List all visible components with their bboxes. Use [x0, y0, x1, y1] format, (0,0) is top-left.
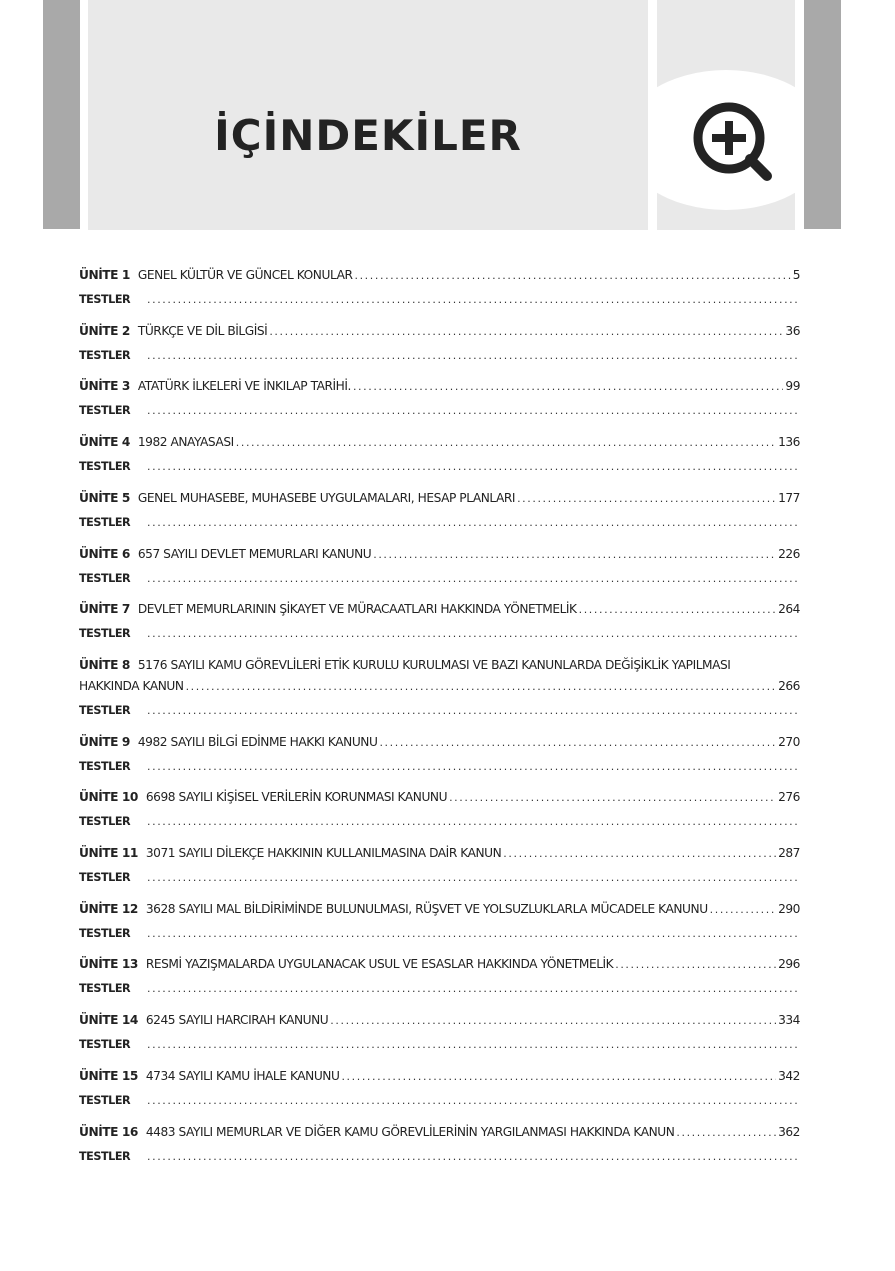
unit-number: ÜNİTE 11 [79, 846, 138, 860]
icon-panel [657, 0, 795, 230]
dot-leader [147, 815, 798, 828]
right-gray-band [804, 0, 841, 229]
page-title: İÇİNDEKİLER [214, 111, 522, 160]
toc-entry[interactable] [79, 735, 800, 755]
dot-leader [186, 680, 777, 693]
unit-number: ÜNİTE 10 [79, 790, 138, 805]
tests-entry[interactable] [79, 572, 800, 592]
page-number: 136 [778, 435, 800, 450]
tests-label: TESTLER [79, 815, 131, 829]
unit-number: ÜNİTE 5 [79, 490, 130, 505]
tests-label: TESTLER [79, 460, 131, 474]
tests-entry[interactable] [79, 927, 800, 947]
dot-leader [147, 1150, 798, 1163]
unit-title: RESMİ YAZIŞMALARDA UYGULANACAK USUL VE ESASLAR HAKKINDA YÖNETMELİK [145, 957, 614, 972]
toc-entry[interactable] [79, 658, 800, 678]
tests-entry[interactable] [79, 704, 800, 724]
unit-title: 4982 SAYILI BİLGİ EDİNME HAKKI KANUNU [137, 734, 378, 749]
tests-entry[interactable] [79, 349, 800, 369]
toc-entry[interactable] [79, 379, 800, 399]
tests-label: TESTLER [79, 404, 131, 418]
unit-title: 6245 SAYILI HARCIRAH KANUNU [145, 1013, 329, 1028]
tests-entry[interactable] [79, 760, 800, 780]
tests-entry[interactable] [79, 1094, 800, 1114]
unit-number: ÜNİTE 14 [79, 1013, 138, 1028]
unit-number: ÜNİTE 7 [79, 602, 130, 617]
dot-leader [354, 269, 790, 282]
unit-number: ÜNİTE 1 [79, 268, 130, 282]
unit-number: ÜNİTE 9 [79, 734, 130, 749]
dot-leader [503, 847, 776, 860]
title-panel [88, 0, 648, 230]
toc-entry[interactable] [79, 268, 800, 288]
tests-label: TESTLER [79, 515, 131, 529]
unit-title-continued: HAKKINDA KANUN [79, 678, 184, 693]
page-number: 287 [778, 846, 800, 860]
toc-entry-continued[interactable] [79, 679, 800, 699]
dot-leader [147, 1038, 798, 1051]
page-number: 276 [778, 790, 800, 805]
toc-entry[interactable] [79, 1069, 800, 1089]
unit-number: ÜNİTE 2 [79, 323, 130, 338]
unit-title: TÜRKÇE VE DİL BİLGİSİ [137, 323, 268, 338]
unit-number: ÜNİTE 6 [79, 546, 130, 561]
dot-leader [353, 380, 783, 393]
unit-title: 3071 SAYILI DİLEKÇE HAKKININ KULLANILMASINA DAİR KANUN [145, 846, 502, 860]
dot-leader [710, 903, 776, 916]
page-number: 296 [778, 957, 800, 972]
toc-entry[interactable] [79, 324, 800, 344]
dot-leader [236, 436, 776, 449]
dot-leader [676, 1126, 776, 1139]
page-number: 266 [778, 678, 800, 693]
unit-title: DEVLET MEMURLARININ ŞİKAYET VE MÜRACAATLARI HAKKINDA YÖNETMELİK [137, 602, 577, 617]
page-number: 5 [792, 268, 800, 282]
unit-title: 3628 SAYILI MAL BİLDİRİMİNDE BULUNULMASI, RÜŞVET VE YOLSUZLUKLARLA MÜCADELE KANUNU [145, 901, 708, 916]
dot-leader [373, 548, 776, 561]
unit-title: 5176 SAYILI KAMU GÖREVLİLERİ ETİK KURULU KURULMASI VE BAZI KANUNLARDA DEĞİŞİKLİK YAPILMASI [137, 657, 731, 672]
left-gray-band [43, 0, 80, 229]
page-number: 99 [785, 379, 800, 394]
toc-entry[interactable] [79, 902, 800, 922]
dot-leader [147, 627, 798, 640]
toc-entry[interactable] [79, 547, 800, 567]
unit-number: ÜNİTE 4 [79, 435, 130, 450]
unit-title: GENEL KÜLTÜR VE GÜNCEL KONULAR [137, 268, 353, 282]
unit-number: ÜNİTE 8 [79, 657, 130, 672]
tests-entry[interactable] [79, 460, 800, 480]
page-number: 177 [778, 490, 800, 505]
unit-title: 1982 ANAYASASI [137, 435, 234, 450]
unit-title: 657 SAYILI DEVLET MEMURLARI KANUNU [137, 546, 372, 561]
unit-title: 4734 SAYILI KAMU İHALE KANUNU [145, 1068, 340, 1083]
dot-leader [517, 492, 776, 505]
tests-entry[interactable] [79, 404, 800, 424]
dot-leader [147, 349, 798, 362]
unit-title: GENEL MUHASEBE, MUHASEBE UYGULAMALARI, HESAP PLANLARI [137, 490, 516, 505]
toc-entry[interactable] [79, 790, 800, 810]
tests-entry[interactable] [79, 627, 800, 647]
dot-leader [147, 1094, 798, 1107]
page-number: 270 [778, 734, 800, 749]
tests-entry[interactable] [79, 293, 800, 313]
dot-leader [615, 958, 776, 971]
tests-label: TESTLER [79, 982, 131, 996]
dot-leader [147, 460, 798, 473]
page-number: 36 [785, 323, 800, 338]
toc-entry[interactable] [79, 435, 800, 455]
tests-entry[interactable] [79, 871, 800, 891]
toc-entry[interactable] [79, 602, 800, 622]
unit-number: ÜNİTE 16 [79, 1124, 138, 1139]
tests-label: TESTLER [79, 926, 131, 940]
tests-entry[interactable] [79, 982, 800, 1002]
unit-title: 6698 SAYILI KİŞİSEL VERİLERİN KORUNMASI KANUNU [145, 790, 448, 805]
unit-number: ÜNİTE 3 [79, 379, 130, 394]
tests-entry[interactable] [79, 815, 800, 835]
unit-title: 4483 SAYILI MEMURLAR VE DİĞER KAMU GÖREVLİLERİNİN YARGILANMASI HAKKINDA KANUN [145, 1124, 675, 1139]
dot-leader [269, 325, 783, 338]
tests-entry[interactable] [79, 516, 800, 536]
unit-number: ÜNİTE 15 [79, 1068, 138, 1083]
unit-number: ÜNİTE 13 [79, 957, 138, 972]
toc-entry[interactable] [79, 491, 800, 511]
dot-leader [147, 516, 798, 529]
dot-leader [147, 927, 798, 940]
page-number: 226 [778, 546, 800, 561]
page-number: 264 [778, 602, 800, 617]
tests-label: TESTLER [79, 703, 131, 717]
page-number: 290 [778, 901, 800, 916]
toc-entry[interactable] [79, 1013, 800, 1033]
tests-label: TESTLER [79, 1149, 131, 1163]
unit-number: ÜNİTE 12 [79, 901, 138, 916]
tests-label: TESTLER [79, 871, 131, 884]
page-number: 362 [778, 1124, 800, 1139]
zoom-in-magnifier-icon [657, 0, 795, 230]
page-number: 334 [778, 1013, 800, 1028]
dot-leader [341, 1070, 776, 1083]
tests-label: TESTLER [79, 759, 131, 773]
tests-label: TESTLER [79, 293, 131, 306]
dot-leader [330, 1014, 776, 1027]
dot-leader [147, 404, 798, 417]
toc-entry[interactable] [79, 846, 800, 866]
dot-leader [147, 293, 798, 306]
dot-leader [449, 791, 776, 804]
dot-leader [147, 704, 798, 717]
dot-leader [147, 871, 798, 884]
tests-entry[interactable] [79, 1038, 800, 1058]
dot-leader [147, 760, 798, 773]
tests-label: TESTLER [79, 571, 131, 585]
toc-entry[interactable] [79, 1125, 800, 1145]
toc-entry[interactable] [79, 957, 800, 977]
unit-title: ATATÜRK İLKELERİ VE İNKILAP TARİHİ. [137, 379, 351, 394]
page-number: 342 [778, 1068, 800, 1083]
tests-label: TESTLER [79, 627, 131, 641]
tests-label: TESTLER [79, 348, 131, 362]
tests-label: TESTLER [79, 1038, 131, 1052]
tests-entry[interactable] [79, 1150, 800, 1170]
dot-leader [379, 736, 776, 749]
dot-leader [147, 572, 798, 585]
tests-label: TESTLER [79, 1093, 131, 1107]
dot-leader [579, 603, 776, 616]
dot-leader [147, 982, 798, 995]
